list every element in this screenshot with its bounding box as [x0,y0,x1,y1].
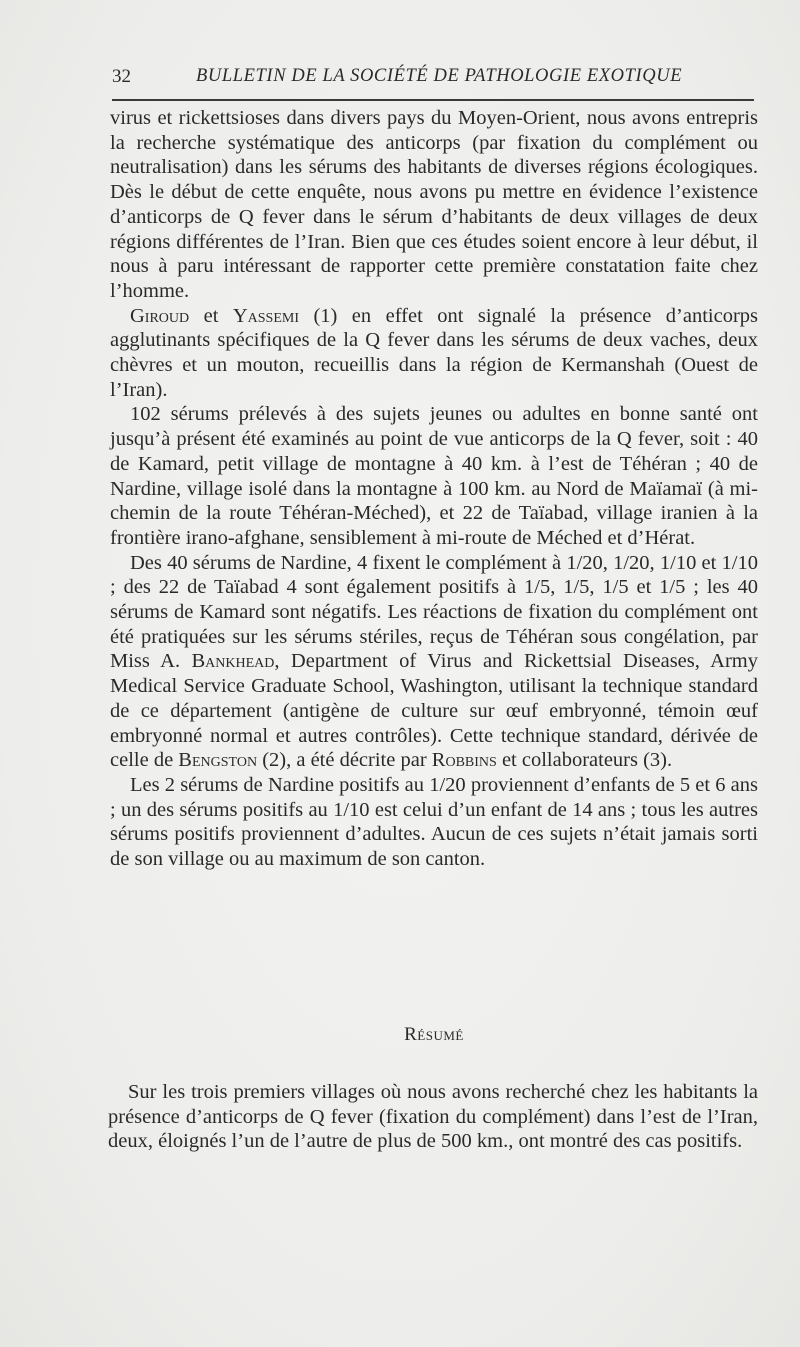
summary-paragraph: Sur les trois premiers villages où nous avons recherché chez les habitants la présence d’anticorps de Q fever (fixation du complément) dans l’est de l’Iran, deux, éloignés l’un de l’autre de plus de 500 km., ont montré des cas positifs. [108,1081,758,1153]
author-name: Yassemi [232,304,299,327]
paragraph-4 [110,551,758,773]
paragraph-text: (1) en effet ont signalé la présence d’anticorps agglutinants spécifiques de la Q fever dans les sérums de deux vaches, deux chèvres et un mouton, recueillis dans la région de Kermanshah (Ouest de l’Iran). [110,304,759,401]
paragraph-text: et [189,304,233,327]
page-number: 32 [112,66,131,87]
paragraph-text: , Department of Virus and Rickettsial Diseases, Army Medical Service Graduate School, Washington, utilisant la technique standard de ce département (antigène de culture sur œuf embryonné, témoin œuf embryonné normal et autres contrôles). Cette technique standard, dérivée de celle de [110,650,758,772]
article-body [110,106,758,872]
paragraph-5: Les 2 sérums de Nardine positifs au 1/20 proviennent d’enfants de 5 et 6 ans ; un des sérums positifs au 1/10 est celui d’un enfant de 14 ans ; tous les autres sérums positifs proviennent d’adultes. Aucun de ces sujets n’était jamais sorti de son village ou au maximum de son canton. [110,773,758,871]
author-name: Bankhead [191,650,275,673]
journal-title: BULLETIN DE LA SOCIÉTÉ DE PATHOLOGIE EXOTIQUE [196,66,683,86]
paragraph-text: Des 40 sérums de Nardine, 4 fixent le complément à 1/20, 1/20, 1/10 et 1/10 ; des 22 de Taïabad 4 sont également positifs à 1/5, 1/5, 1/5 et 1/5 ; les 40 sérums de Kamard sont négatifs. Les réactions de fixation du complément ont été pratiquées sur les sérums stériles, reçus de Téhéran sous congélation, par Miss A. [110,551,758,673]
paragraph-1: virus et rickettsioses dans divers pays du Moyen-Orient, nous avons entrepris la recherche systématique des anticorps (par fixation du complément ou neutralisation) dans les sérums des habitants de diverses régions écologiques. Dès le début de cette enquête, nous avons pu mettre en évidence l’existence d’anticorps de Q fever dans le sérum d’habitants de deux villages de deux régions différentes de l’Iran. Bien que ces études soient encore à leur début, il nous à paru intéressant de rapporter cette première constatation faite chez l’homme. [110,107,758,302]
author-name: Robbins [431,749,497,772]
section-heading-resume: Résumé [404,1024,464,1045]
summary-section [108,1080,758,1154]
paragraph-text: (2), a été décrite par [257,749,432,772]
paragraph-2 [110,304,758,403]
paragraph-3: 102 sérums prélevés à des sujets jeunes ou adultes en bonne santé ont jusqu’à présent été examinés au point de vue anticorps de la Q fever, soit : 40 de Kamard, petit village de montagne à 40 km. à l’est de Téhéran ; 40 de Nardine, village isolé dans la montagne à 100 km. au Nord de Maïamaï (à mi-chemin de la route Téhéran-Méched), et 22 de Taïabad, village iranien à la frontière irano-afghane, sensiblement à mi-route de Méched et d’Hérat. [110,403,758,549]
author-name: Giroud [130,304,190,327]
author-name: Bengston [178,749,258,772]
paragraph-text: et collaborateurs (3). [496,749,673,772]
running-head [112,64,754,90]
header-rule [112,99,754,101]
